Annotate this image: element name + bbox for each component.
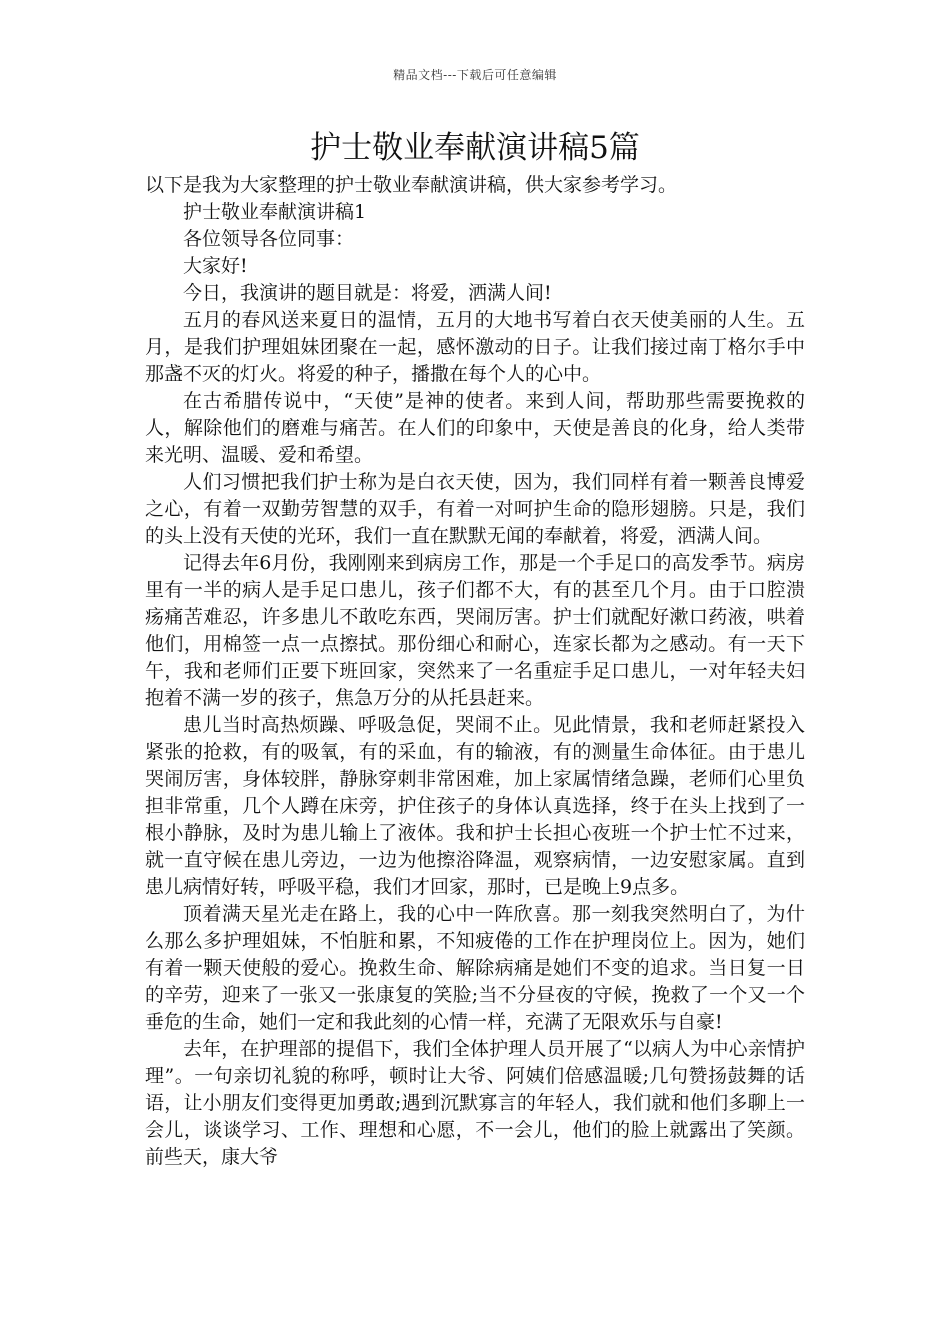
body-paragraph: 在古希腊传说中，“天使”是神的使者。来到人间，帮助那些需要挽救的人，解除他们的磨难与痛苦。在人们的印象中，天使是善良的化身，给人类带来光明、温暖、爱和希望。 (145, 390, 805, 466)
body-paragraph: 患儿当时高热烦躁、呼吸急促，哭闹不止。见此情景，我和老师赶紧投入紧张的抢救，有的吸氧，有的采血，有的输液，有的测量生命体征。由于患儿哭闹厉害，身体较胖，静脉穿刺非常困难，加上家属情绪急躁，老师们心里负担非常重，几个人蹲在床旁，护住孩子的身体认真选择，终于在头上找到了一根小静脉，及时为患儿输上了液体。我和护士长担心夜班一个护士忙不过来，就一直守候在患儿旁边，一边为他擦浴降温，观察病情，一边安慰家属。直到患儿病情好转，呼吸平稳，我们才回家，那时，已是晚上9点多。 (145, 714, 805, 898)
body-paragraph: 记得去年6月份，我刚刚来到病房工作，那是一个手足口的高发季节。病房里有一半的病人是手足口患儿，孩子们都不大，有的甚至几个月。由于口腔溃疡痛苦难忍，许多患儿不敢吃东西，哭闹厉害。护士们就配好漱口药液，哄着他们，用棉签一点一点擦拭。那份细心和耐心，连家长都为之感动。有一天下午，我和老师们正要下班回家，突然来了一名重症手足口患儿，一对年轻夫妇抱着不满一岁的孩子，焦急万分的从托县赶来。 (145, 552, 805, 709)
speech-topic: 今日，我演讲的题目就是：将爱，洒满人间! (183, 282, 552, 304)
body-paragraph: 去年，在护理部的提倡下，我们全体护理人员开展了“以病人为中心亲情护理”。一句亲切礼貌的称呼，顿时让大爷、阿姨们倍感温暖;几句赞扬鼓舞的话语，让小朋友们变得更加勇敢;遇到沉默寡言的年轻人，我们就和他们多聊上一会儿，谈谈学习、工作、理想和心愿，不一会儿，他们的脸上就露出了笑颜。前些天，康大爷 (145, 1038, 805, 1168)
document-title: 护士敬业奉献演讲稿5篇 (310, 130, 640, 166)
body-paragraph: 人们习惯把我们护士称为是白衣天使，因为，我们同样有着一颗善良博爱之心，有着一双勤劳智慧的双手，有着一对呵护生命的隐形翅膀。只是，我们的头上没有天使的光环，我们一直在默默无闻的奉献着，将爱，洒满人间。 (145, 471, 805, 547)
intro-paragraph: 以下是我为大家整理的护士敬业奉献演讲稿，供大家参考学习。 (145, 174, 678, 196)
section-heading: 护士敬业奉献演讲稿1 (183, 201, 367, 223)
body-paragraph: 五月的春风送来夏日的温情，五月的大地书写着白衣天使美丽的人生。五月，是我们护理姐妹团聚在一起，感怀激动的日子。让我们接过南丁格尔手中那盏不灭的灯火。将爱的种子，播撒在每个人的心中。 (145, 309, 805, 385)
document-body (145, 172, 805, 1171)
salutation: 各位领导各位同事： (183, 228, 355, 250)
header-note: 精品文档---下载后可任意编辑 (393, 68, 557, 82)
greeting: 大家好! (183, 255, 248, 277)
body-paragraph: 顶着满天星光走在路上，我的心中一阵欣喜。那一刻我突然明白了，为什么那么多护理姐妹，不怕脏和累，不知疲倦的工作在护理岗位上。因为，她们有着一颗天使般的爱心。挽救生命、解除病痛是她们不变的追求。当日复一日的辛劳，迎来了一张又一张康复的笑脸;当不分昼夜的守候，挽救了一个又一个垂危的生命，她们一定和我此刻的心情一样，充满了无限欢乐与自豪! (145, 903, 805, 1033)
